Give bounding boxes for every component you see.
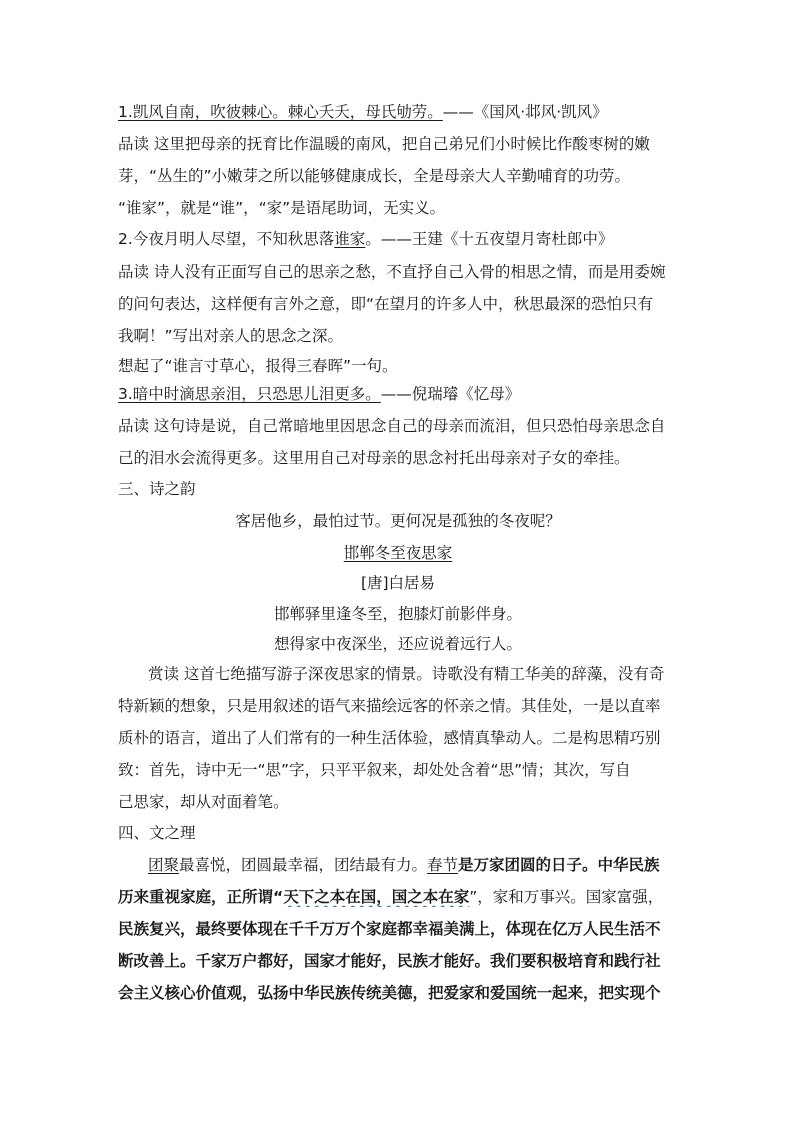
poem-intro: 客居他乡，最怕过节。更何况是孤独的冬夜呢？ [235,512,561,530]
appreciation-line-3: 质朴的语言，道出了人们常有的一种生活体验，感情真挚动人。二是构思精巧别 [118,729,661,747]
reason-line-5: 会主义核心价值观，弘扬中华民族传统美德，把爱家和爱国统一起来，把实现个 [118,984,661,1002]
excerpt-2-title [118,229,678,249]
excerpt-2-keyword: 谁家 [334,230,366,248]
excerpt-3-reading-line-1: 品读 这句诗是说，自己常暗地里因思念自己的母亲而流泪，但只恐怕母亲思念自 [118,417,666,435]
excerpt-2-reading-line-1: 品读 诗人没有正面写自己的思亲之愁，不直抒自己入骨的相思之情，而是用委婉 [118,263,666,281]
reason-line-3: 民族复兴，最终要体现在千千万万个家庭都幸福美满上，体现在亿万人民生活不 [118,920,661,938]
appreciation-line-5: 己思家，却从对面着笔。 [118,793,289,811]
appreciation-line-4: 致：首先，诗中无一“思”字，只平平叙来，却处处含着“思”情；其次，写自 [118,761,631,779]
excerpt-1-poem: 1.凯风自南，吹彼棘心。棘心夭夭，母氏劬劳。 [118,103,443,121]
reason-line-1 [148,855,678,875]
excerpt-3-poem: 3.暗中时滴思亲泪，只恐思儿泪更多。 [118,385,381,403]
reason-line-4: 断改善上。千家万户都好，国家才能好，民族才能好。我们要积极培育和践行社 [118,952,661,970]
excerpt-1-reading-line-1: 品读 这里把母亲的抚育比作温暖的南风，把自己弟兄们小时候比作酸枣树的嫩 [118,135,650,153]
poem-verse-2: 想得家中夜深坐，还应说着远行人。 [273,635,522,653]
section-3-heading: 三、诗之韵 [118,480,196,498]
excerpt-1-note: “谁家”，就是“谁”，“家”是语尾助词，无实义。 [118,199,446,217]
section-4-heading: 四、文之理 [118,824,196,842]
excerpt-2-poem: 2.今夜月明人尽望，不知秋思落 [118,230,335,248]
excerpt-1-reading-line-2: 芽，“丛生的”小嫩芽之所以能够健康成长，全是母亲大人辛勤哺育的功劳。 [118,167,631,185]
excerpt-3-reading-line-2: 己的泪水会流得更多。这里用自己对母亲的思念衬托出母亲对子女的牵挂。 [118,449,630,467]
reason-line-2 [118,887,678,907]
appreciation-line-1: 赏读 这首七绝描写游子深夜思家的情景。诗歌没有精工华美的辞藻，没有奇 [148,665,665,683]
reason-line-1-text: 最喜悦，团圆最幸福，团结最有力。 [179,856,428,874]
reason-keyword-reunion: 团聚 [148,856,180,874]
reason-quote: 天下之本在国，国之本在家 [283,888,470,906]
reason-line-1-tail: 是万家团圆的日子。中华民族 [458,856,660,874]
reason-line-2-head: 历来重视家庭，正所谓“ [118,888,284,906]
excerpt-2-source: 。——王建《十五夜望月寄杜郎中》 [365,230,614,248]
reason-keyword-spring-festival: 春节 [427,856,459,874]
poem-title: 邯郸冬至夜思家 [343,544,453,562]
poem-title-line [118,543,678,563]
excerpt-3-title [118,384,678,404]
poem-verse-1: 邯郸驿里逢冬至，抱膝灯前影伴身。 [273,605,522,623]
excerpt-1-title [118,102,678,122]
excerpt-2-reading-line-2: 的问句表达，这样便有言外之意，即“在望月的许多人中，秋思最深的恐怕只有 [118,295,654,313]
appreciation-line-2: 特新颖的想象，只是用叙述的语气来描绘远客的怀亲之情。其佳处，一是以直率 [118,697,661,715]
reason-line-2-tail: ”，家和万事兴。国家富强， [469,888,664,906]
excerpt-1-source: ——《国风·邶风·凯风》 [442,103,608,121]
excerpt-2-reading-line-3: 我啊！”写出对亲人的思念之深。 [118,327,344,345]
poem-author: [唐]白居易 [360,574,436,592]
excerpt-2-note: 想起了“谁言寸草心，报得三春晖”一句。 [118,357,398,375]
excerpt-3-source: ——倪瑞璿《忆母》 [380,385,521,403]
